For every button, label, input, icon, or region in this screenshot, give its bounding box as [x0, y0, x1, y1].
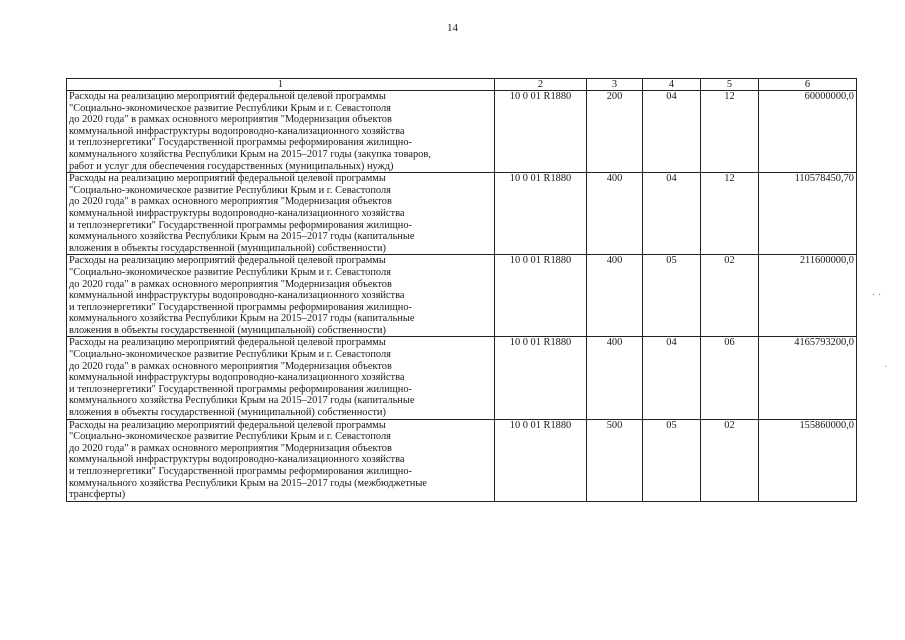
col-header-3: 3 [587, 79, 643, 91]
row-section: 04 [643, 337, 701, 419]
row-section: 04 [643, 173, 701, 255]
table-row [67, 255, 857, 337]
scan-dot-mark: · [884, 362, 888, 373]
row-target-code: 10 0 01 R1880 [495, 255, 587, 337]
row-description: Расходы на реализацию мероприятий федеральной целевой программы "Социально-экономическое развитие Республики Крым и г. Севастополя до 2020 года" в рамках основного мероприятия "Модернизация объектов коммунальной инфраструктуры водопроводно-канализационного хозяйства и теплоэнергетики" Государственной программы реформирования жилищно- коммунального хозяйства Республики Крым на 2015–2017 годы (закупка товаров, работ и услуг для обеспечения государственных (муниципальных) нужд) [67, 91, 495, 173]
row-subsection: 02 [701, 419, 759, 501]
row-section: 05 [643, 255, 701, 337]
table-row [67, 91, 857, 173]
row-target-code: 10 0 01 R1880 [495, 91, 587, 173]
col-header-6: 6 [759, 79, 857, 91]
row-description: Расходы на реализацию мероприятий федеральной целевой программы "Социально-экономическое развитие Республики Крым и г. Севастополя до 2020 года" в рамках основного мероприятия "Модернизация объектов коммунальной инфраструктуры водопроводно-канализационного хозяйства и теплоэнергетики" Государственной программы реформирования жилищно- коммунального хозяйства Республики Крым на 2015–2017 годы (капитальные вложения в объекты государственной (муниципальной) собственности) [67, 337, 495, 419]
row-target-code: 10 0 01 R1880 [495, 173, 587, 255]
row-amount: 211600000,0 [759, 255, 857, 337]
row-description: Расходы на реализацию мероприятий федеральной целевой программы "Социально-экономическое развитие Республики Крым и г. Севастополя до 2020 года" в рамках основного мероприятия "Модернизация объектов коммунальной инфраструктуры водопроводно-канализационного хозяйства и теплоэнергетики" Государственной программы реформирования жилищно- коммунального хозяйства Республики Крым на 2015–2017 годы (межбюджетные трансферты) [67, 419, 495, 501]
row-amount: 60000000,0 [759, 91, 857, 173]
col-header-5: 5 [701, 79, 759, 91]
row-subsection: 06 [701, 337, 759, 419]
row-expense-type: 400 [587, 255, 643, 337]
row-expense-type: 400 [587, 337, 643, 419]
row-expense-type: 500 [587, 419, 643, 501]
row-subsection: 12 [701, 173, 759, 255]
row-target-code: 10 0 01 R1880 [495, 419, 587, 501]
row-amount: 4165793200,0 [759, 337, 857, 419]
row-subsection: 12 [701, 91, 759, 173]
row-expense-type: 200 [587, 91, 643, 173]
row-amount: 155860000,0 [759, 419, 857, 501]
row-target-code: 10 0 01 R1880 [495, 337, 587, 419]
table-row [67, 337, 857, 419]
table-row [67, 419, 857, 501]
row-subsection: 02 [701, 255, 759, 337]
row-section: 04 [643, 91, 701, 173]
col-header-4: 4 [643, 79, 701, 91]
row-description: Расходы на реализацию мероприятий федеральной целевой программы "Социально-экономическое развитие Республики Крым и г. Севастополя до 2020 года" в рамках основного мероприятия "Модернизация объектов коммунальной инфраструктуры водопроводно-канализационного хозяйства и теплоэнергетики" Государственной программы реформирования жилищно- коммунального хозяйства Республики Крым на 2015–2017 годы (капитальные вложения в объекты государственной (муниципальной) собственности) [67, 255, 495, 337]
header-row [67, 79, 857, 91]
row-description: Расходы на реализацию мероприятий федеральной целевой программы "Социально-экономическое развитие Республики Крым и г. Севастополя до 2020 года" в рамках основного мероприятия "Модернизация объектов коммунальной инфраструктуры водопроводно-канализационного хозяйства и теплоэнергетики" Государственной программы реформирования жилищно- коммунального хозяйства Республики Крым на 2015–2017 годы (капитальные вложения в объекты государственной (муниципальной) собственности) [67, 173, 495, 255]
budget-table [66, 78, 857, 502]
row-section: 05 [643, 419, 701, 501]
scan-dot-mark: · · [872, 290, 882, 301]
row-expense-type: 400 [587, 173, 643, 255]
table-row [67, 173, 857, 255]
page-number: 14 [447, 22, 458, 34]
col-header-1: 1 [67, 79, 495, 91]
col-header-2: 2 [495, 79, 587, 91]
row-amount: 110578450,70 [759, 173, 857, 255]
